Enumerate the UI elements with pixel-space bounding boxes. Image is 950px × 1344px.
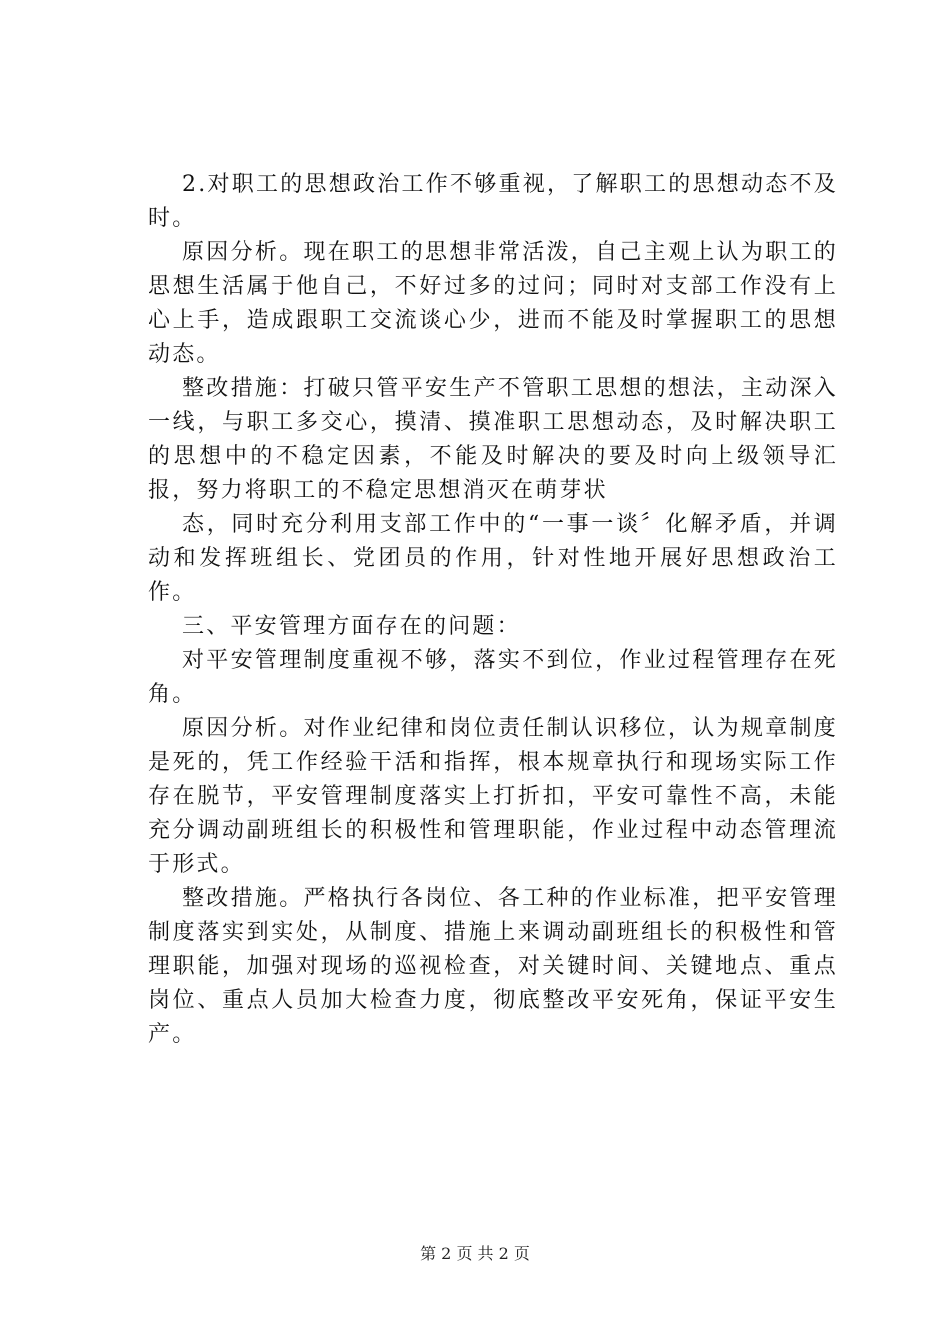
paragraph-cause-analysis-3: 原因分析。对作业纪律和岗位责任制认识移位，认为规章制度是死的，凭工作经验干活和指挥，根本规章执行和现场实际工作存在脱节，平安管理制度落实上打折扣，平安可靠性不高，未能充分调动副班组长的积极性和管理职能，作业过程中动态管理流于形式。: [148, 716, 838, 877]
paragraph-item-2-heading: 2.对职工的思想政治工作不够重视，了解职工的思想动态不及时。: [148, 172, 838, 231]
document-body: [148, 168, 838, 1052]
section-heading-3: 三、平安管理方面存在的问题：: [182, 614, 521, 639]
paragraph-rectification-3: 整改措施。严格执行各岗位、各工种的作业标准，把平安管理制度落实到实处，从制度、措施上来调动副班组长的积极性和管理职能，加强对现场的巡视检查，对关键时间、关键地点、重点岗位、重点人员加大检查力度，彻底整改平安死角，保证平安生产。: [148, 886, 838, 1047]
paragraph-safety-issue: 对平安管理制度重视不够，落实不到位，作业过程管理存在死角。: [148, 648, 838, 707]
paragraph-rectification-2-continued: 态，同时充分利用支部工作中的“一事一谈〞化解矛盾，并调动和发挥班组长、党团员的作用，针对性地开展好思想政治工作。: [148, 512, 838, 605]
paragraph-rectification-2: 整改措施：打破只管平安生产不管职工思想的想法，主动深入一线，与职工多交心，摸清、摸准职工思想动态，及时解决职工的思想中的不稳定因素，不能及时解决的要及时向上级领导汇报，努力将职工的不稳定思想消灭在萌芽状: [148, 376, 838, 503]
paragraph-cause-analysis-2: 原因分析。现在职工的思想非常活泼，自己主观上认为职工的思想生活属于他自己，不好过多的过问；同时对支部工作没有上心上手，造成跟职工交流谈心少，进而不能及时掌握职工的思想动态。: [148, 240, 838, 367]
page-number-footer: 第 2 页 共 2 页: [420, 1244, 530, 1263]
